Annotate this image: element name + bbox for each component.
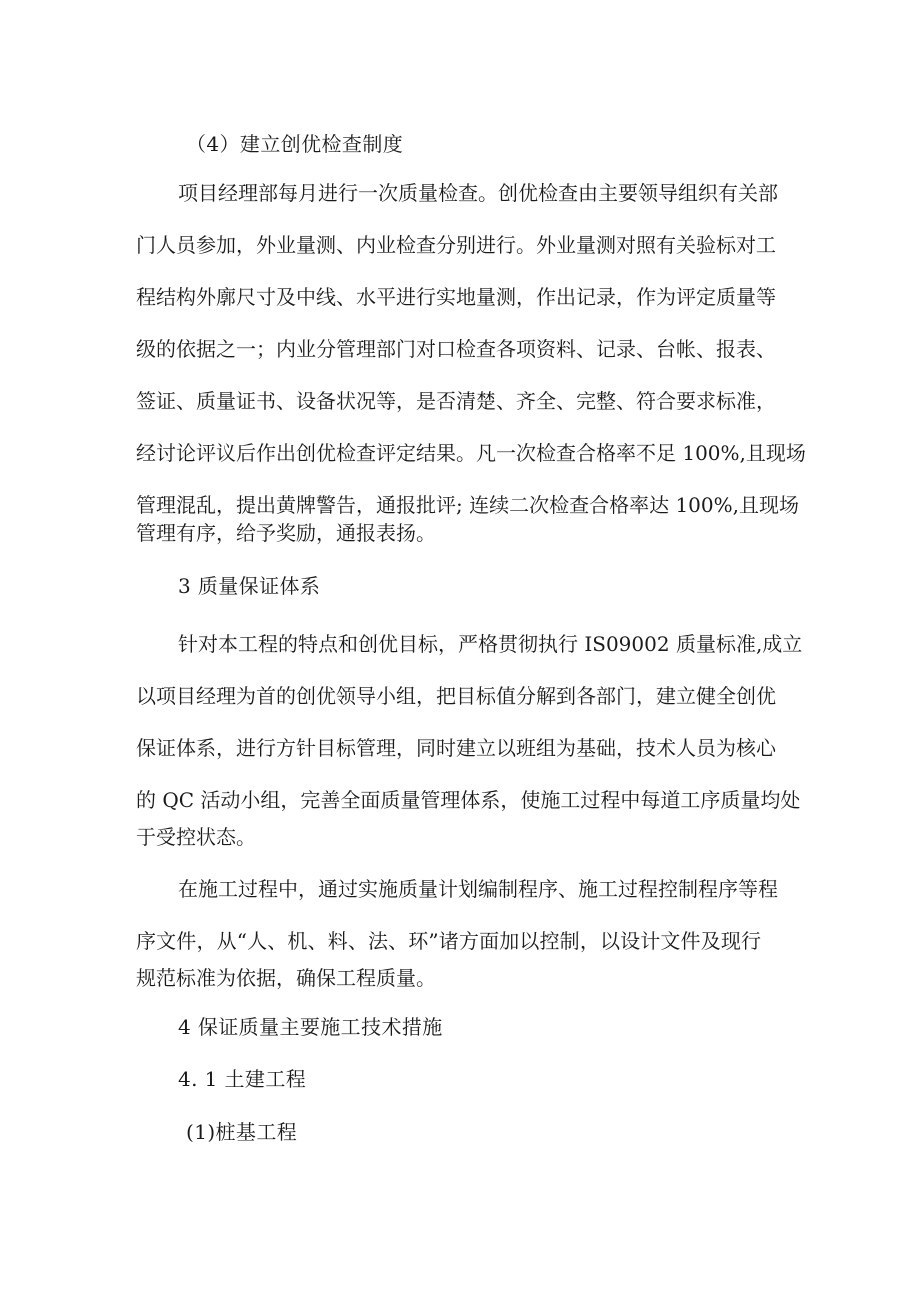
heading-quality-assurance-system: 3 质量保证体系: [178, 574, 321, 598]
paragraph-line: 在施工过程中，通过实施质量计划编制程序、施工过程控制程序等程: [178, 877, 778, 901]
paragraph-line: 于受控状态。: [136, 825, 256, 849]
paragraph-line: 序文件，从“人、机、料、法、环”诸方面加以控制，以设计文件及现行: [136, 929, 761, 953]
heading-quality-check-system: （4）建立创优检查制度: [186, 132, 404, 156]
paragraph-line: 门人员参加，外业量测、内业检查分别进行。外业量测对照有关验标对工: [136, 233, 776, 257]
paragraph-line: 管理有序，给予奖励，通报表扬。: [136, 521, 436, 545]
paragraph-line: 针对本工程的特点和创优目标，严格贯彻执行 IS09002 质量标准,成立: [178, 632, 803, 656]
paragraph-line: 项目经理部每月进行一次质量检查。创优检查由主要领导组织有关部: [178, 181, 778, 205]
paragraph-line: 管理混乱，提出黄牌警告，通报批评; 连续二次检查合格率达 100%,且现场: [136, 493, 799, 517]
paragraph-line: 签证、质量证书、设备状况等，是否清楚、齐全、完整、符合要求标准，: [136, 389, 776, 413]
paragraph-line: 的 QC 活动小组，完善全面质量管理体系，使施工过程中每道工序质量均处: [136, 788, 801, 812]
heading-pile-foundation: (1)桩基工程: [186, 1120, 298, 1144]
heading-civil-engineering: 4. 1 土建工程: [178, 1067, 307, 1091]
paragraph-line: 规范标准为依据，确保工程质量。: [136, 966, 436, 990]
paragraph-line: 级的依据之一；内业分管理部门对口检查各项资料、记录、台帐、报表、: [136, 337, 776, 361]
paragraph-line: 程结构外廓尺寸及中线、水平进行实地量测，作出记录，作为评定质量等: [136, 285, 776, 309]
paragraph-line: 保证体系，进行方针目标管理，同时建立以班组为基础，技术人员为核心: [136, 736, 776, 760]
heading-quality-measures: 4 保证质量主要施工技术措施: [178, 1015, 443, 1039]
paragraph-line: 经讨论评议后作出创优检查评定结果。凡一次检查合格率不足 100%,且现场: [136, 441, 806, 465]
paragraph-line: 以项目经理为首的创优领导小组，把目标值分解到各部门，建立健全创优: [136, 684, 776, 708]
